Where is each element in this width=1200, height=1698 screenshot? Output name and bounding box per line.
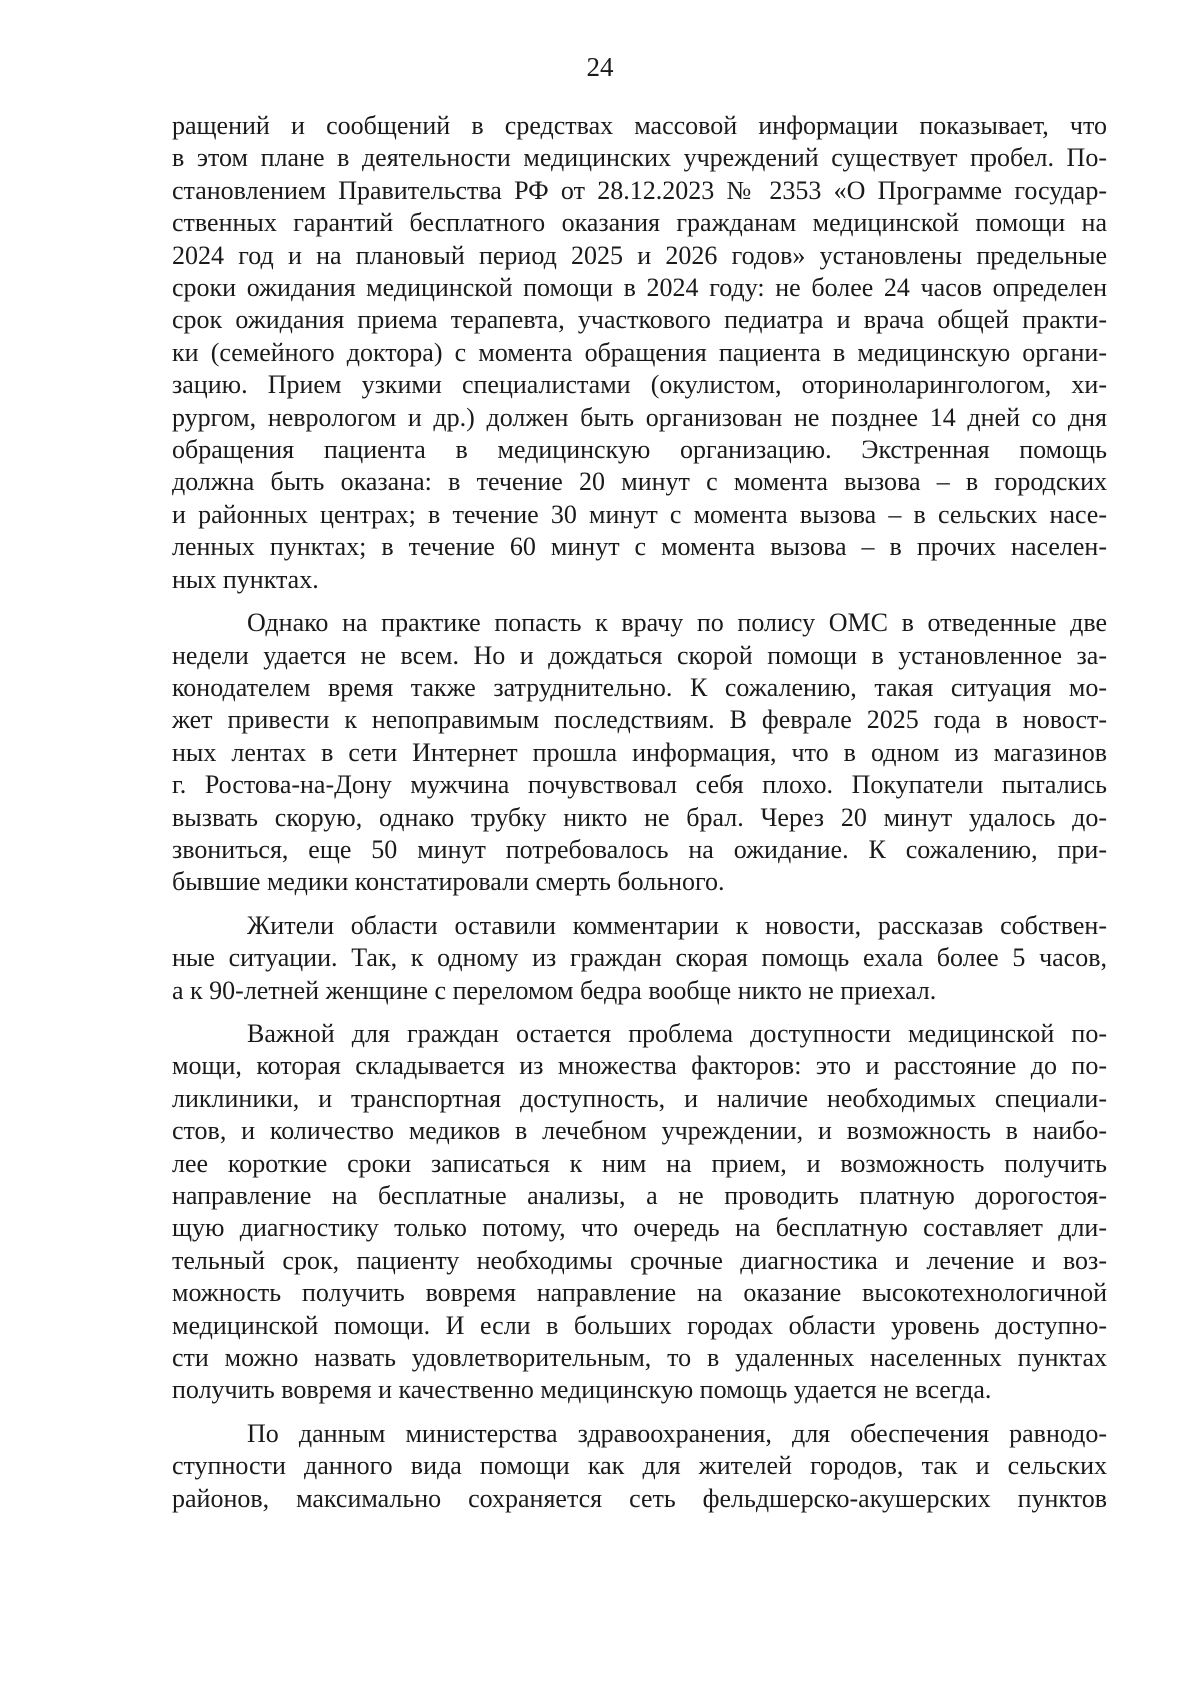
- document-body: [172, 110, 1107, 1526]
- paragraph: [172, 110, 1107, 596]
- text-line: ленных пунктах; в течение 60 минут с момента вызова – в прочих населен-: [172, 532, 1107, 562]
- text-line: щую диагностику только потому, что очередь на бесплатную составляет дли-: [172, 1213, 1107, 1243]
- paragraph: [172, 607, 1107, 899]
- text-line: зацию. Прием узкими специалистами (окулистом, оториноларингологом, хи-: [172, 370, 1107, 400]
- text-line: рургом, неврологом и др.) должен быть организован не позднее 14 дней со дня: [172, 402, 1107, 432]
- text-line: ственных гарантий бесплатного оказания гражданам медицинской помощи на: [172, 208, 1107, 238]
- paragraph: [172, 1418, 1107, 1515]
- text-line: ки (семейного доктора) с момента обращения пациента в медицинскую органи-: [172, 337, 1107, 367]
- text-line: сроки ожидания медицинской помощи в 2024 году: не более 24 часов определен: [172, 273, 1107, 303]
- text-line: должна быть оказана: в течение 20 минут с момента вызова – в городских: [172, 467, 1107, 497]
- text-line: ных пунктах.: [172, 564, 319, 594]
- text-line: 2024 год и на плановый период 2025 и 2026 годов» установлены предельные: [172, 240, 1107, 270]
- text-line: медицинской помощи. И если в больших городах области уровень доступно-: [172, 1310, 1107, 1340]
- text-line: стов, и количество медиков в лечебном учреждении, и возможность в наибо-: [172, 1116, 1107, 1146]
- text-line: районов, максимально сохраняется сеть фельдшерско-акушерских пунктов: [172, 1483, 1107, 1513]
- text-line: ликлиники, и транспортная доступность, и наличие необходимых специали-: [172, 1083, 1107, 1113]
- text-line: ращений и сообщений в средствах массовой информации показывает, что: [172, 111, 1107, 140]
- text-line: жет привести к непоправимым последствиям. В феврале 2025 года в новост-: [172, 705, 1107, 735]
- text-line: лее короткие сроки записаться к ним на прием, и возможность получить: [172, 1148, 1107, 1178]
- text-line: По данным министерства здравоохранения, для обеспечения равнодо-: [247, 1418, 1107, 1448]
- paragraph: [172, 1018, 1107, 1407]
- text-line: срок ожидания приема терапевта, участкового педиатра и врача общей практи-: [172, 305, 1107, 335]
- text-line: а к 90-летней женщине с переломом бедра вообще никто не приехал.: [172, 975, 937, 1005]
- text-line: бывшие медики констатировали смерть больного.: [172, 867, 725, 897]
- text-line: Однако на практике попасть к врачу по полису ОМС в отведенные две: [247, 608, 1107, 638]
- text-line: можность получить вовремя направление на оказание высокотехнологичной: [172, 1278, 1107, 1308]
- text-line: получить вовремя и качественно медицинскую помощь удается не всегда.: [172, 1375, 992, 1405]
- text-line: мощи, которая складывается из множества факторов: это и расстояние до по-: [172, 1051, 1107, 1081]
- page-number: 24: [586, 52, 614, 82]
- text-line: г. Ростова-на-Дону мужчина почувствовал себя плохо. Покупатели пытались: [172, 770, 1107, 800]
- paragraph: [172, 910, 1107, 1007]
- text-line: конодателем время также затруднительно. К сожалению, такая ситуация мо-: [172, 672, 1107, 702]
- text-line: звониться, еще 50 минут потребовалось на ожидание. К сожалению, при-: [172, 834, 1107, 864]
- text-line: направление на бесплатные анализы, а не проводить платную дорогостоя-: [172, 1181, 1107, 1210]
- text-line: ступности данного вида помощи как для жителей городов, так и сельских: [172, 1451, 1107, 1481]
- text-line: и районных центрах; в течение 30 минут с момента вызова – в сельских насе-: [172, 499, 1107, 529]
- text-line: ных лентах в сети Интернет прошла информация, что в одном из магазинов: [172, 737, 1107, 767]
- text-line: тельный срок, пациенту необходимы срочные диагностика и лечение и воз-: [172, 1245, 1107, 1275]
- text-line: Важной для граждан остается проблема доступности медицинской по-: [247, 1018, 1107, 1048]
- text-line: в этом плане в деятельности медицинских учреждений существует пробел. По-: [172, 143, 1107, 173]
- text-line: ные ситуации. Так, к одному из граждан скорая помощь ехала более 5 часов,: [172, 943, 1107, 973]
- text-line: сти можно назвать удовлетворительным, то в удаленных населенных пунктах: [172, 1343, 1107, 1373]
- text-line: становлением Правительства РФ от 28.12.2023 № 2353 «О Программе государ-: [172, 175, 1107, 205]
- text-line: вызвать скорую, однако трубку никто не брал. Через 20 минут удалось до-: [172, 802, 1107, 832]
- text-line: недели удается не всем. Но и дождаться скорой помощи в установленное за-: [172, 640, 1107, 670]
- text-line: обращения пациента в медицинскую организацию. Экстренная помощь: [172, 435, 1107, 465]
- text-line: Жители области оставили комментарии к новости, рассказав собствен-: [247, 910, 1107, 940]
